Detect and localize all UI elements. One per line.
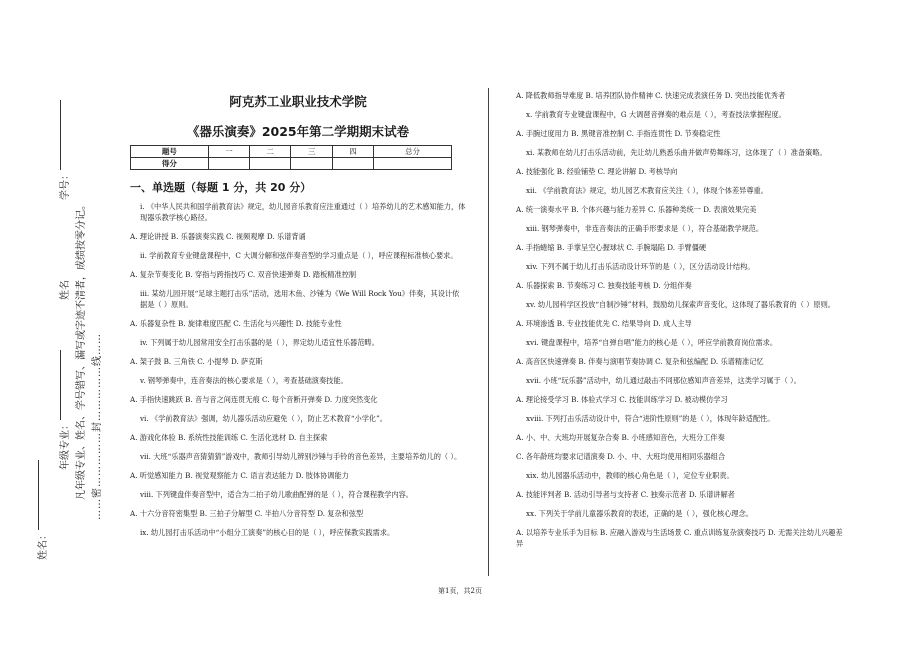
score-cell: 四 — [332, 146, 373, 158]
question-options: A. 游戏化体验 B. 系统性技能训练 C. 生活化选材 D. 自主探索 — [130, 433, 328, 442]
question-options: A. 手指蜷缩 B. 手掌呈空心握球状 C. 手腕塌陷 D. 手臂僵硬 — [516, 243, 707, 252]
exam-title: 《器乐演奏》2025年第二学期期末试卷 — [186, 124, 410, 139]
question-stem: iii. 某幼儿园开展“足球主题打击乐”活动，选用木鱼、沙锤为《We Will Rock You》伴奏，其设计依据是（ ）原则。 — [140, 289, 460, 309]
question-stem: ii. 学前教育专业键盘课程中，C 大调分解和弦伴奏音型的学习重点是（ ），呼应课程标准核心要求。 — [140, 251, 458, 260]
score-cell: 题号 — [131, 146, 209, 158]
question-stem: xiii. 钢琴弹奏中，非连音奏法的正确手形要求是（ ），符合基础教学规范。 — [526, 224, 764, 233]
question-list-right — [516, 90, 846, 549]
binding-margin — [0, 0, 112, 651]
question-options: A. 降低教师指导难度 B. 培养团队协作精神 C. 快速完成表演任务 D. 突出技能优秀者 — [516, 91, 786, 100]
question-stem: v. 钢琴弹奏中，连音奏法的核心要求是（ ），考查基础演奏技能。 — [140, 376, 348, 385]
score-cell: 二 — [250, 146, 291, 158]
binding-note: 凡年级专业、姓名、学号错写、漏写或字迹不清者，成绩按零分记。 — [76, 200, 87, 500]
name-label-2: 姓名 — [60, 280, 71, 300]
score-table-header-row — [131, 146, 452, 158]
question-stem: viii. 下列键盘伴奏音型中，适合为二拍子幼儿歌曲配弹的是（ ），符合课程教学内容。 — [140, 490, 413, 499]
question-stem: ix. 幼儿园打击乐活动中“小组分工演奏”的核心目的是（ ），呼应保教实践需求。 — [140, 528, 395, 537]
question-stem: i. 《中华人民共和国学前教育法》规定，幼儿园音乐教育应注重通过（ ）培养幼儿的艺术感知能力，体现器乐教学核心路径。 — [140, 202, 466, 222]
score-cell: 总分 — [374, 146, 452, 158]
grade-major-underline — [60, 350, 61, 420]
school-name: 阿克苏工业职业技术学院 — [229, 94, 367, 109]
question-options: A. 十六分音符密集型 B. 三拍子分解型 C. 半拍八分音符型 D. 复杂和弦型 — [130, 509, 364, 518]
question-stem: xvii. 小班“玩乐器”活动中，幼儿通过敲击不同那位感知声音差异，这类学习属于（ ）。 — [526, 376, 801, 385]
question-stem: xx. 下列关于学前儿童器乐教育的表述，正确的是（ ），强化核心理念。 — [526, 509, 753, 518]
score-input-cell[interactable] — [208, 158, 249, 170]
name-label: 姓名： — [38, 530, 50, 560]
score-input-cell[interactable] — [374, 158, 452, 170]
question-stem: iv. 下列属于幼儿园常用安全打击乐器的是（ ），界定幼儿适宜性乐器范畴。 — [140, 338, 379, 347]
question-options: A. 架子鼓 B. 三角铁 C. 小提琴 D. 萨克斯 — [130, 357, 263, 366]
question-options: A. 乐器探索 B. 节奏练习 C. 独奏技能考核 D. 分组伴奏 — [516, 281, 692, 290]
question-options: A. 以培养专业乐手为目标 B. 应融入游戏与生活场景 C. 重点训练复杂演奏技巧 D. 无需关注幼儿兴趣差异 — [516, 528, 843, 548]
question-options: A. 理论接受学习 B. 体验式学习 C. 技能训练学习 D. 被动模仿学习 — [516, 395, 728, 404]
question-options: C. 各年龄班均要求记谱演奏 D. 小、中、大班均使用相同乐器组合 — [516, 452, 726, 461]
question-options: A. 乐器复杂性 B. 旋律难度匹配 C. 生活化与兴趣性 D. 技能专业性 — [130, 319, 342, 328]
question-options: A. 手指快速跳跃 B. 音与音之间连贯无痕 C. 每个音断开弹奏 D. 力度突然变化 — [130, 395, 378, 404]
question-options: A. 技能强化 B. 经验铺垫 C. 理论讲解 D. 考核导向 — [516, 167, 678, 176]
score-input-cell[interactable] — [332, 158, 373, 170]
question-options: A. 手腕过度用力 B. 黑键音准控制 C. 手指连贯性 D. 节奏稳定性 — [516, 129, 721, 138]
score-cell: 得分 — [131, 158, 209, 170]
question-stem: vi. 《学前教育法》强调，幼儿器乐活动应避免（ ），防止艺术教育“小学化”。 — [140, 414, 387, 423]
section-heading: 一、单选题（每题 1 分，共 20 分） — [130, 181, 312, 194]
name-underline — [38, 460, 39, 530]
student-id-underline — [60, 100, 61, 170]
page-footer: 第1页，共2页 — [438, 587, 482, 595]
question-stem: vii. 大班“乐器声音猜猜猜”游戏中，教师引导幼儿辨别沙锤与手铃的音色差异，主要培养幼儿的（ ）。 — [140, 452, 462, 461]
question-stem: xix. 幼儿园器乐活动中，教师的核心角色是（ ），定位专业职责。 — [526, 471, 734, 480]
question-stem: xvi. 键盘课程中，培养“自弹自唱”能力的核心是（ ），呼应学前教育岗位需求。 — [526, 338, 778, 347]
question-options: A. 复杂节奏变化 B. 穿指与跨指技巧 C. 双音快速弹奏 D. 踏板精准控制 — [130, 270, 357, 279]
question-options: A. 小、中、大班均开展复杂合奏 B. 小班感知音色，大班分工伴奏 — [516, 433, 725, 442]
column-divider — [488, 88, 489, 576]
seal-line-text: ……密……………封……………线…… — [92, 333, 103, 520]
left-column — [130, 92, 466, 546]
student-id-label: 学号： — [60, 170, 72, 200]
score-input-cell[interactable] — [250, 158, 291, 170]
score-cell: 三 — [291, 146, 332, 158]
question-options: A. 听觉感知能力 B. 视觉观察能力 C. 语言表达能力 D. 肢体协调能力 — [130, 471, 349, 480]
question-stem: x. 学前教育专业键盘课程中，G 大调琶音弹奏的难点是（ ），考查技法掌握程度。 — [526, 110, 786, 119]
grade-major-label: 年级专业： — [60, 420, 72, 470]
question-stem: xii. 《学前教育法》规定，幼儿园艺术教育应关注（ ），体现个体差异尊重。 — [526, 186, 768, 195]
question-stem: xviii. 下列打击乐活动设计中，符合“进阶性原则”的是（ ），体现年龄适配性。 — [526, 414, 775, 423]
score-input-cell[interactable] — [291, 158, 332, 170]
score-cell: 一 — [208, 146, 249, 158]
score-table-score-row — [131, 158, 452, 170]
right-column — [516, 90, 846, 557]
question-options: A. 统一演奏水平 B. 个体兴趣与能力差异 C. 乐器种类统一 D. 表演效果完美 — [516, 205, 757, 214]
question-options: A. 高音区快速弹奏 B. 伴奏与演唱节奏协调 C. 复杂和弦编配 D. 乐谱精准记忆 — [516, 357, 764, 366]
question-stem: xi. 某教师在幼儿打击乐活动前，先让幼儿熟悉乐曲并做声势舞练习，这体现了（ ）准备策略。 — [526, 148, 827, 157]
question-options: A. 环境渗透 B. 专业技能优先 C. 结果导向 D. 成人主导 — [516, 319, 692, 328]
question-options: A. 理论讲授 B. 乐器演奏实践 C. 视频观摩 D. 乐谱背诵 — [130, 232, 306, 241]
score-table — [130, 145, 452, 170]
question-stem: xiv. 下列不属于幼儿打击乐活动设计环节的是（ ），区分活动设计结构。 — [526, 262, 755, 271]
question-list-left — [130, 201, 466, 538]
question-options: A. 技能评判者 B. 活动引导者与支持者 C. 独奏示范者 D. 乐谱讲解者 — [516, 490, 735, 499]
question-stem: xv. 幼儿园科学区投放“自制沙锤”材料，鼓励幼儿探索声音变化，这体现了器乐教育的（ ）原则。 — [526, 300, 835, 309]
